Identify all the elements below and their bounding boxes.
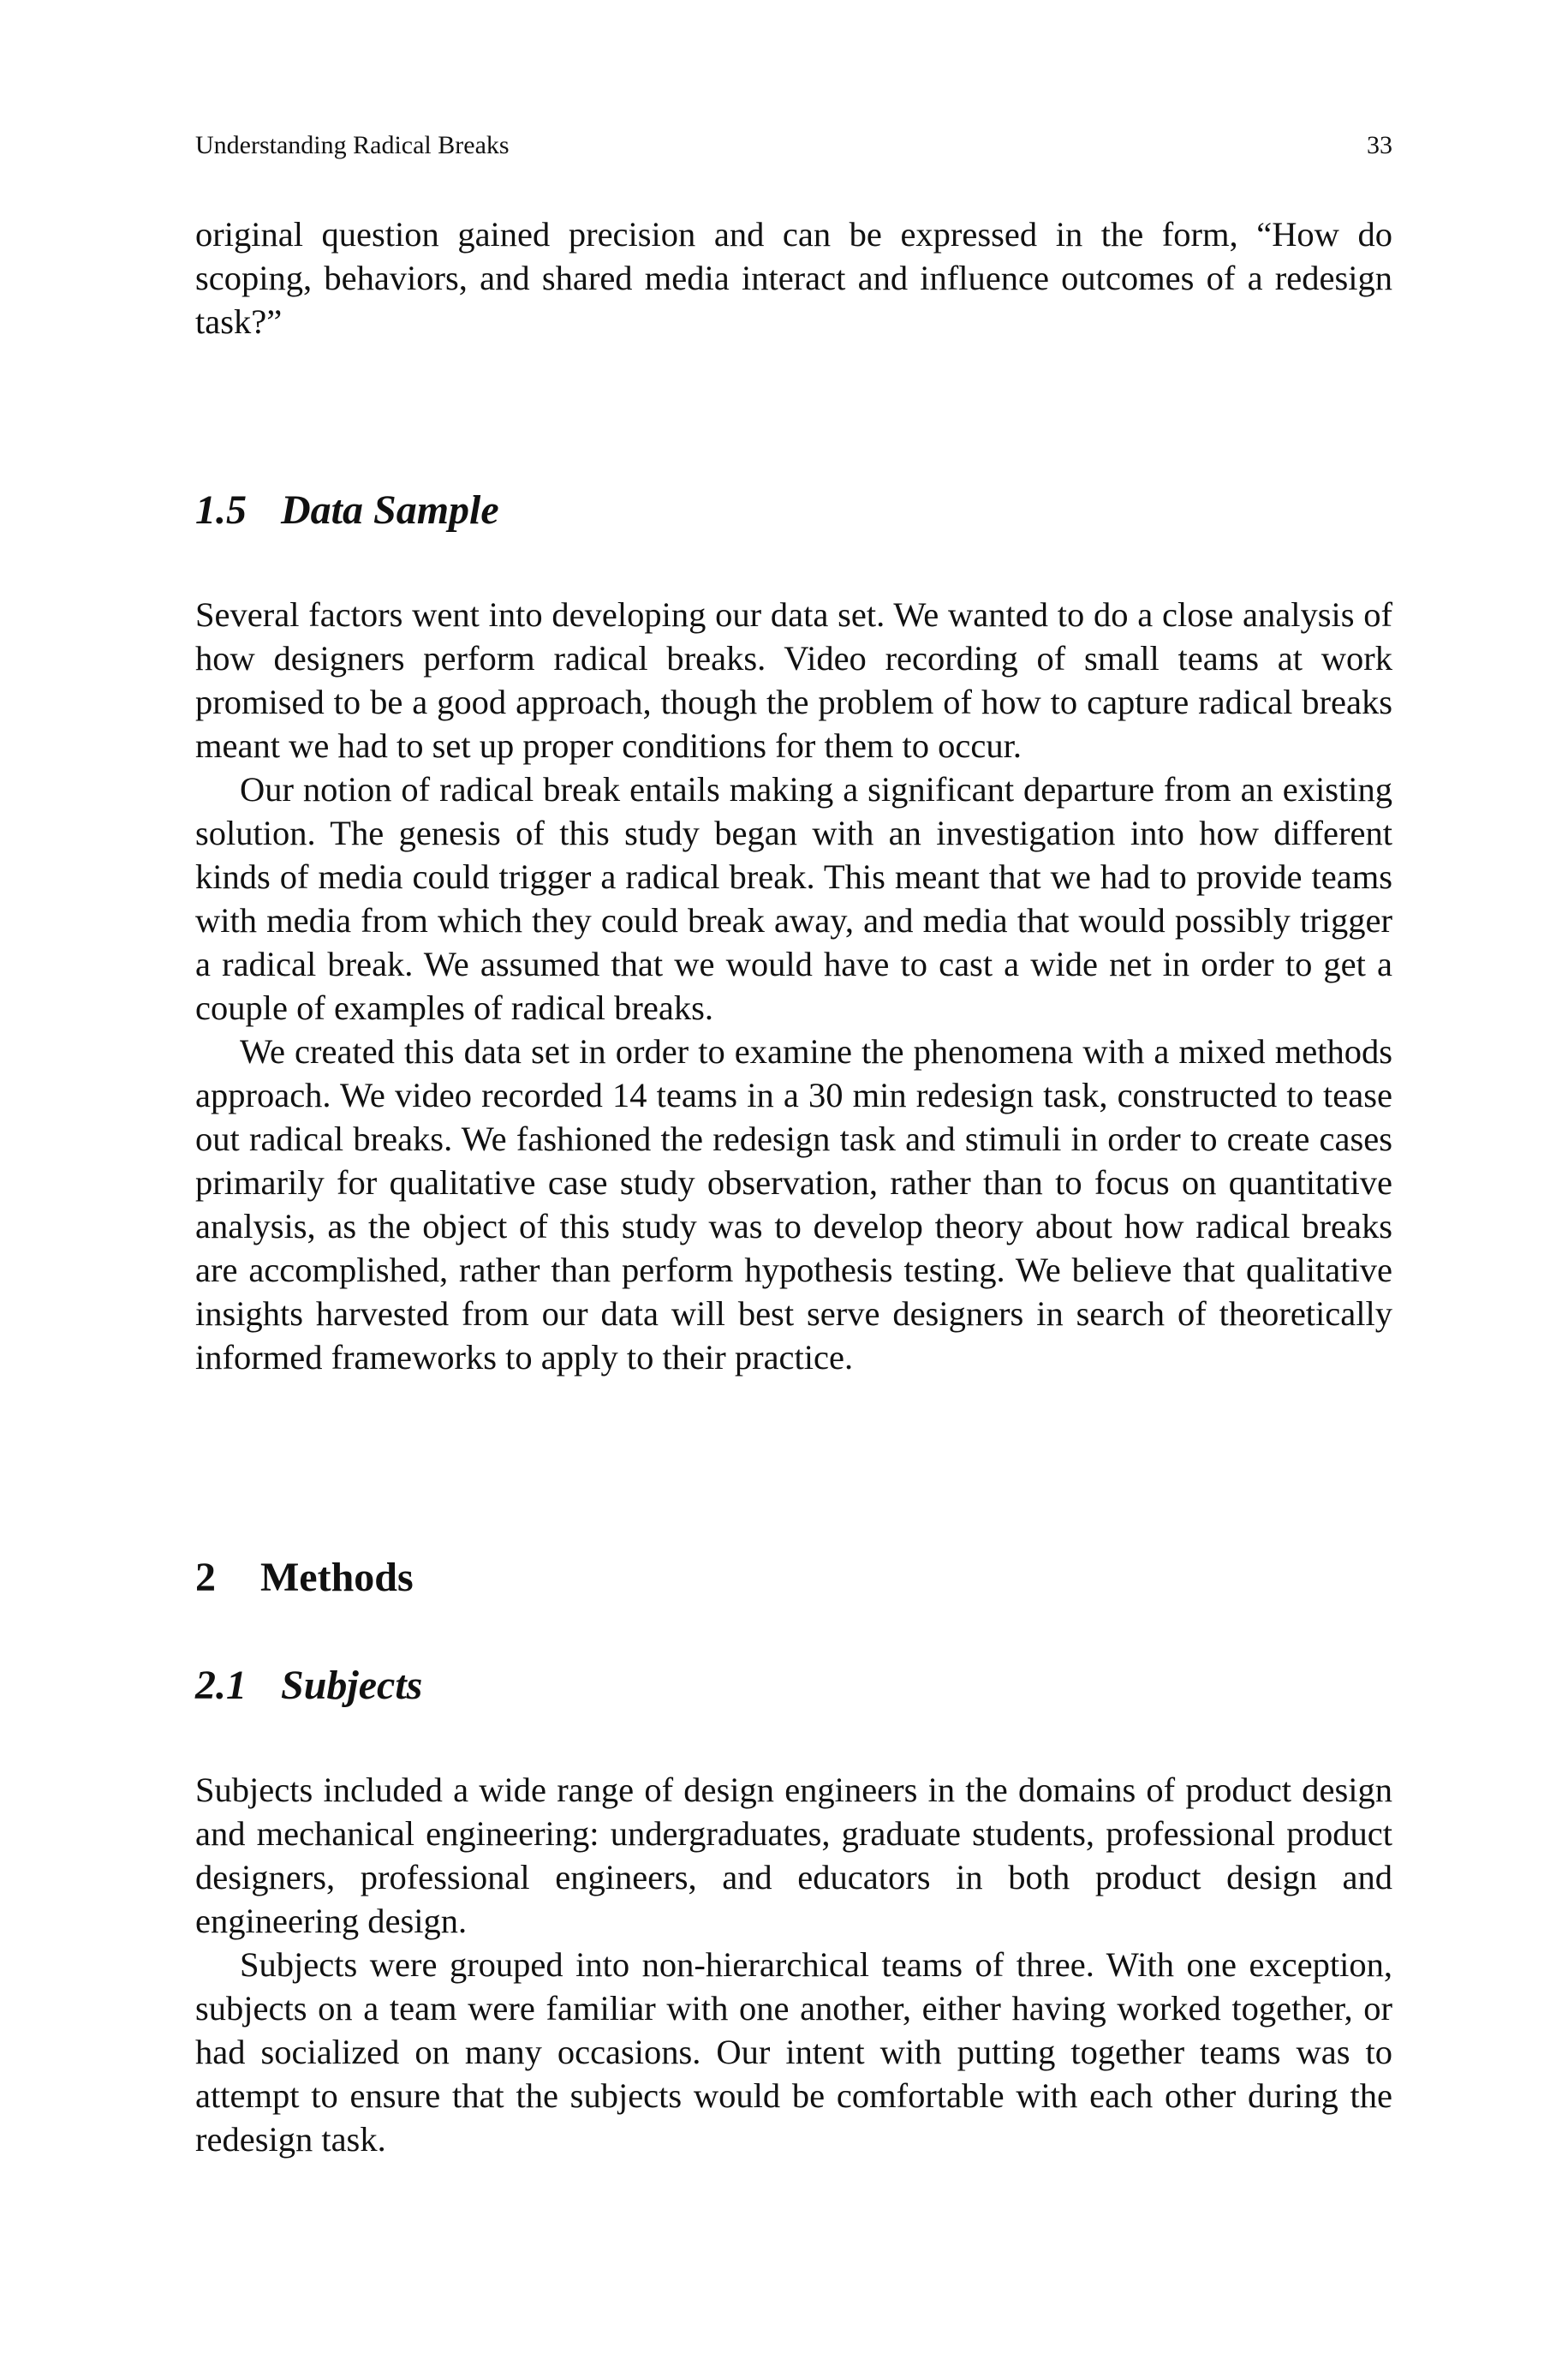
- body-paragraph: Several factors went into developing our data set. We wanted to do a close analysis of how designers perform radical breaks. Video recording of small teams at work promised to be a good approach, though the problem of how to capture radical breaks meant we had to set up proper conditions for them to occur.: [195, 595, 1392, 765]
- subsection-heading: [195, 1660, 1392, 1711]
- section-1-5-heading: [195, 485, 1392, 536]
- section-1-5-body: [195, 593, 1392, 1379]
- body-paragraph: Subjects included a wide range of design engineers in the domains of product design and mechanical engineering: undergraduates, graduate students, professional product designers, professional engineers, and educators in both product design and engineering design.: [195, 1771, 1392, 1940]
- running-head-title: Understanding Radical Breaks: [195, 131, 510, 159]
- section-2-1-heading: [195, 1660, 1392, 1711]
- section-number: 2: [195, 1555, 216, 1600]
- body-paragraph: Subjects were grouped into non-hierarchical teams of three. With one exception, subjects on a team were familiar with one another, either having worked together, or had socialized on many occasions. Our intent with putting together teams was to attempt to ensure that the subjects would be comfortable with each other during the redesign task.: [195, 1945, 1392, 2159]
- body-paragraph: Our notion of radical break entails making a significant departure from an existing solution. The genesis of this study began with an investigation into how different kinds of media could trigger a radical break. This meant that we had to provide teams with media from which they could break away, and media that would possibly trigger a radical break. We assumed that we would have to cast a wide net in order to get a couple of examples of radical breaks.: [195, 770, 1392, 1027]
- section-heading: [195, 1552, 1392, 1604]
- section-2-1-body: [195, 1768, 1392, 2161]
- section-title: Methods: [260, 1555, 414, 1600]
- intro-block: [195, 212, 1392, 343]
- intro-paragraph: original question gained precision and can be expressed in the form, “How do scoping, behaviors, and shared media interact and influence outcomes of a redesign task?”: [195, 215, 1392, 341]
- subsection-heading: [195, 485, 1392, 536]
- subsection-number: 1.5: [195, 487, 247, 533]
- running-head: [195, 127, 1392, 164]
- subsection-number: 2.1: [195, 1663, 247, 1708]
- section-2-heading: [195, 1552, 1392, 1604]
- page-number: 33: [1367, 131, 1392, 159]
- subsection-title: Data Sample: [281, 487, 499, 533]
- subsection-title: Subjects: [281, 1663, 423, 1708]
- body-paragraph: We created this data set in order to examine the phenomena with a mixed methods approach. We video recorded 14 teams in a 30 min redesign task, constructed to tease out radical breaks. We fashioned the redesign task and stimuli in order to create cases primarily for qualitative case study observation, rather than to focus on quantitative analysis, as the object of this study was to develop theory about how radical breaks are accomplished, rather than perform hypothesis testing. We believe that qualitative insights harvested from our data will best serve designers in search of theoretically informed frameworks to apply to their practice.: [195, 1032, 1392, 1377]
